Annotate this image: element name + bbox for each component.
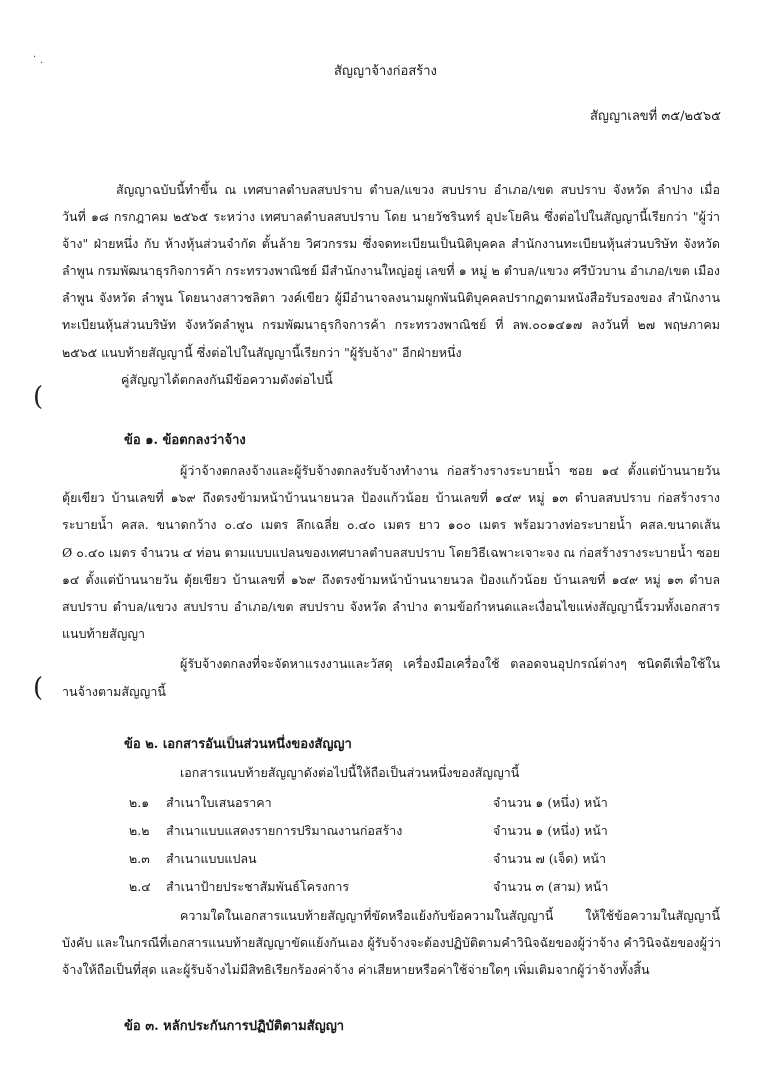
clause-1-line: ตุ้ยเขียว บ้านเลขที่ ๑๖๙ ถึงตรงข้ามหน้าบ้านนายนวล ป้องแก้วน้อย บ้านเลขที่ ๑๔๙ หมู่ ๑๓ ตำบลสบปราบ ก่อสร้างราง [62, 490, 720, 505]
attachment-count: จำนวน ๑ (หนึ่ง) หน้า [493, 795, 608, 810]
intro-line: ๒๕๖๕ แนบท้ายสัญญานี้ ซึ่งต่อไปในสัญญานี้เรียกว่า "ผู้รับจ้าง" อีกฝ่ายหนึ่ง [62, 345, 462, 360]
document-title: สัญญาจ้างก่อสร้าง [334, 64, 437, 79]
punch-hole-mark: ( [33, 382, 44, 412]
clause-2-intro: เอกสารแนบท้ายสัญญาดังต่อไปนี้ให้ถือเป็นส่วนหนึ่งของสัญญานี้ [180, 765, 520, 780]
intro-line: ลำพูน จังหวัด ลำพูน โดยนางสาวชลิตา วงค์เขียว ผู้มีอำนาจลงนามผูกพันนิติบุคคลปรากฏตามหนังสือรับรองของ สำนักงาน [62, 290, 720, 305]
clause-1-line: สบปราบ ตำบล/แขวง สบปราบ อำเภอ/เขต สบปราบ จังหวัด ลำปาง ตามข้อกำหนดและเงื่อนไขแห่งสัญญานี้รวมทั้งเอกสาร [62, 599, 720, 614]
clause-1-para2-line: านจ้างตามสัญญานี้ [62, 684, 166, 699]
scan-speck: · [40, 58, 44, 69]
intro-line: สัญญาฉบับนี้ทำขึ้น ณ เทศบาลตำบลสบปราบ ตำบล/แขวง สบปราบ อำเภอ/เขต สบปราบ จังหวัด ลำปาง เมื่อ [116, 182, 720, 197]
intro-line: ทะเบียนหุ้นส่วนบริษัท จังหวัดลำพูน กรมพัฒนาธุรกิจการค้า กระทรวงพาณิชย์ ที่ ลพ.๐๐๑๔๑๗ ลงวันที่ ๒๗ พฤษภาคม [62, 317, 720, 332]
clause-1-line: ผู้ว่าจ้างตกลงจ้างและผู้รับจ้างตกลงรับจ้างทำงาน ก่อสร้างรางระบายน้ำ ซอย ๑๔ ตั้งแต่บ้านนายวัน [180, 463, 720, 478]
clause-1-heading: ข้อ ๑. ข้อตกลงว่าจ้าง [124, 433, 246, 448]
attachment-count: จำนวน ๓ (สาม) หน้า [493, 879, 609, 894]
clause-1-line: ระบายน้ำ คสล. ขนาดกว้าง ๐.๔๐ เมตร ลึกเฉลี่ย ๐.๔๐ เมตร ยาว ๑๐๐ เมตร พร้อมวางท่อระบายน้ำ คสล.ขนาดเส้น [62, 517, 720, 532]
intro-line: จ้าง" ฝ่ายหนึ่ง กับ ห้างหุ้นส่วนจำกัด ตั้นล้าย วิศวกรรม ซึ่งจดทะเบียนเป็นนิติบุคคล สำนักงานทะเบียนหุ้นส่วนบริษัท จังหวัด [62, 236, 720, 251]
attachment-name: สำเนาแบบแสดงรายการปริมาณงานก่อสร้าง [166, 823, 403, 838]
attachment-number: ๒.๓ [129, 851, 150, 866]
clause-2-para-line: บังคับ และในกรณีที่เอกสารแนบท้ายสัญญาขัดแย้งกันเอง ผู้รับจ้างจะต้องปฏิบัติตามคำวินิจฉัยของผู้ว่าจ้าง คำวินิจฉัยของผู้ว่า [62, 935, 722, 950]
clause-2-para-line: จ้างให้ถือเป็นที่สุด และผู้รับจ้างไม่มีสิทธิเรียกร้องค่าจ้าง ค่าเสียหายหรือค่าใช้จ่ายใดๆ เพิ่มเติมจากผู้ว่าจ้างทั้งสิ้น [62, 962, 650, 977]
attachment-count: จำนวน ๗ (เจ็ด) หน้า [493, 851, 607, 866]
clause-2-para-line: ความใดในเอกสารแนบท้ายสัญญาที่ขัดหรือแย้งกับข้อความในสัญญานี้ ให้ใช้ข้อความในสัญญานี้ [180, 908, 720, 923]
attachment-number: ๒.๔ [129, 879, 151, 894]
attachment-name: สำเนาป้ายประชาสัมพันธ์โครงการ [166, 879, 350, 894]
clause-2-heading: ข้อ ๒. เอกสารอันเป็นส่วนหนึ่งของสัญญา [124, 737, 352, 752]
contract-number: สัญญาเลขที่ ๓๕/๒๕๖๕ [590, 109, 721, 124]
attachment-name: สำเนาใบเสนอราคา [166, 795, 272, 810]
intro-line: วันที่ ๑๘ กรกฎาคม ๒๕๖๕ ระหว่าง เทศบาลตำบลสบปราบ โดย นายวัชรินทร์ อุปะโยคิน ซึ่งต่อไปในสัญญานี้เรียกว่า "ผู้ว่า [62, 209, 720, 224]
intro-line: ลำพูน กรมพัฒนาธุรกิจการค้า กระทรวงพาณิชย์ มีสำนักงานใหญ่อยู่ เลขที่ ๑ หมู่ ๒ ตำบล/แขวง ศรีบัวบาน อำเภอ/เขต เมือง [62, 263, 720, 278]
attachment-number: ๒.๒ [129, 823, 150, 838]
clause-3-heading: ข้อ ๓. หลักประกันการปฏิบัติตามสัญญา [124, 1019, 345, 1034]
clause-1-para2-line: ผู้รับจ้างตกลงที่จะจัดหาแรงงานและวัสดุ เครื่องมือเครื่องใช้ ตลอดจนอุปกรณ์ต่างๆ ชนิดดีเพื่อใช้ใน [180, 656, 720, 671]
attachment-count: จำนวน ๑ (หนึ่ง) หน้า [493, 823, 608, 838]
scan-speck: · [33, 52, 37, 63]
punch-hole-mark: ( [33, 673, 44, 703]
clause-1-line: Ø ๐.๔๐ เมตร จำนวน ๔ ท่อน ตามแบบแปลนของเทศบาลตำบลสบปราบ โดยวิธีเฉพาะเจาะจง ณ ก่อสร้างรางระบายน้ำ ซอย [62, 545, 720, 560]
clause-1-line: ๑๔ ตั้งแต่บ้านนายวัน ตุ้ยเขียว บ้านเลขที่ ๑๖๙ ถึงตรงข้ามหน้าบ้านนายนวล ป้องแก้วน้อย บ้านเลขที่ ๑๔๙ หมู่ ๑๓ ตำบล [62, 572, 720, 587]
attachment-name: สำเนาแบบแปลน [166, 851, 257, 866]
attachment-number: ๒.๑ [129, 795, 150, 810]
agreement-line: คู่สัญญาได้ตกลงกันมีข้อความดังต่อไปนี้ [121, 372, 333, 387]
clause-1-line: แนบท้ายสัญญา [62, 626, 146, 641]
